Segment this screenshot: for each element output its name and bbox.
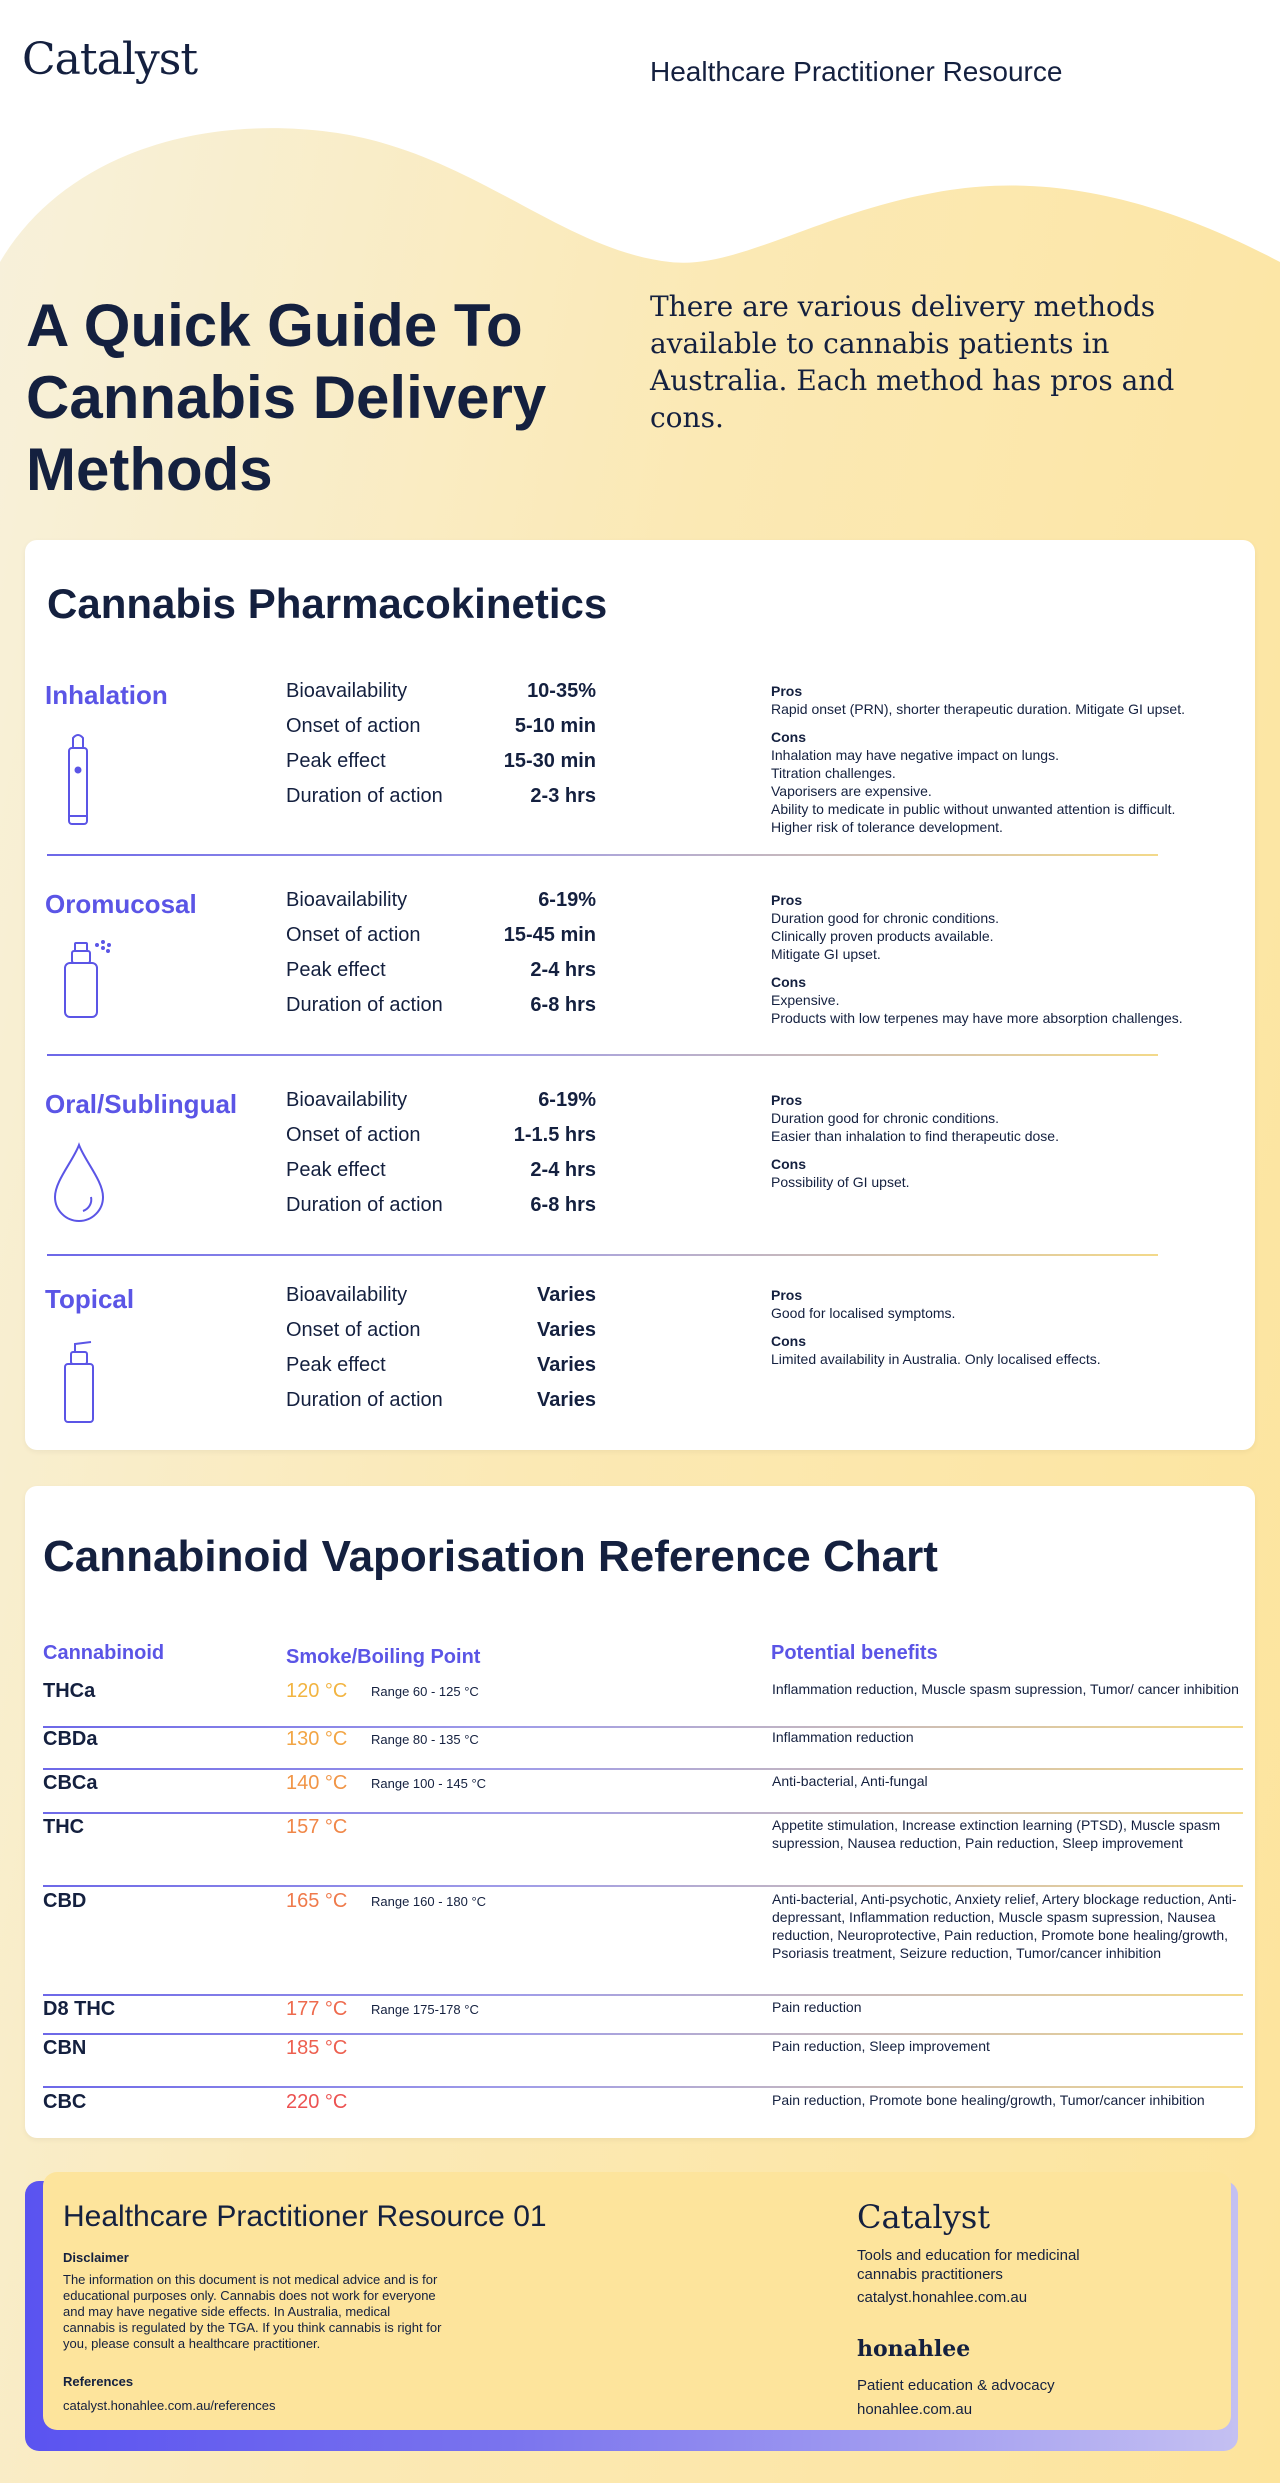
footer-catalyst-logo[interactable]: Catalyst bbox=[857, 2198, 991, 2236]
metric-value: 2-4 hrs bbox=[530, 959, 596, 981]
divider bbox=[47, 854, 1158, 856]
potential-benefits: Pain reduction, Promote bone healing/growth, Tumor/cancer inhibition bbox=[772, 2092, 1205, 2108]
pros-heading: Pros bbox=[771, 683, 803, 699]
disclaimer-text: The information on this document is not medical advice and is for educational purposes only. Cannabis does not work for everyone and may have negative side effects. In Australia, medical cannabis is regulated by the TGA. If you think cannabis is right for you, please consult a healthcare practitioner. bbox=[63, 2272, 442, 2351]
metric-label: Onset of action bbox=[286, 1319, 421, 1341]
pros-heading: Pros bbox=[771, 1287, 803, 1303]
metric-value: 6-8 hrs bbox=[530, 994, 596, 1016]
references-heading: References bbox=[63, 2374, 134, 2389]
col-header-cannabinoid: Cannabinoid bbox=[43, 1642, 165, 1664]
metric-value: 6-8 hrs bbox=[530, 1194, 596, 1216]
potential-benefits: Pain reduction bbox=[772, 1999, 862, 2015]
cannabinoid-name: CBDa bbox=[43, 1728, 98, 1750]
metric-value: 15-30 min bbox=[503, 750, 596, 772]
con-item: Titration challenges. bbox=[771, 765, 896, 781]
boiling-point: 220 °C bbox=[286, 2091, 348, 2113]
con-item: Inhalation may have negative impact on lungs. bbox=[771, 747, 1059, 763]
row-divider bbox=[43, 1885, 1243, 1887]
row-divider bbox=[43, 2086, 1243, 2088]
metric-row bbox=[286, 924, 596, 959]
boiling-point: 157 °C bbox=[286, 1816, 348, 1838]
pros-cons bbox=[771, 682, 1241, 846]
pros-cons bbox=[771, 1286, 1241, 1378]
cons-heading: Cons bbox=[771, 1156, 806, 1172]
metric-row bbox=[286, 1389, 596, 1424]
honahlee-tagline: Patient education & advocacy bbox=[857, 2377, 1055, 2394]
col-header-boiling-point: Smoke/Boiling Point bbox=[286, 1646, 481, 1668]
row-divider bbox=[43, 1994, 1243, 1996]
con-item: Products with low terpenes may have more absorption challenges. bbox=[771, 1010, 1183, 1026]
pro-item: Good for localised symptoms. bbox=[771, 1305, 956, 1321]
metric-row bbox=[286, 750, 596, 785]
metric-value: Varies bbox=[537, 1284, 596, 1306]
metric-value: 2-4 hrs bbox=[530, 1159, 596, 1181]
metrics-list bbox=[286, 889, 596, 1029]
metric-value: 5-10 min bbox=[514, 715, 596, 737]
pro-item: Clinically proven products available. bbox=[771, 928, 994, 944]
metric-label: Onset of action bbox=[286, 1124, 421, 1146]
temperature-range: Range 100 - 145 °C bbox=[371, 1776, 487, 1791]
vaporisation-title: Cannabinoid Vaporisation Reference Chart bbox=[43, 1532, 938, 1581]
potential-benefits: Pain reduction, Sleep improvement bbox=[772, 2038, 990, 2054]
temperature-range: Range 80 - 135 °C bbox=[371, 1732, 479, 1747]
metric-label: Peak effect bbox=[286, 1354, 386, 1376]
references-link[interactable]: catalyst.honahlee.com.au/references bbox=[63, 2398, 276, 2413]
method-name: Oral/Sublingual bbox=[45, 1089, 238, 1119]
divider bbox=[47, 1054, 1158, 1056]
method-name: Topical bbox=[45, 1284, 135, 1314]
divider bbox=[47, 1254, 1158, 1256]
metric-row bbox=[286, 959, 596, 994]
metric-value: Varies bbox=[537, 1389, 596, 1411]
cons-heading: Cons bbox=[771, 974, 806, 990]
pro-item: Duration good for chronic conditions. bbox=[771, 910, 1000, 926]
metric-label: Peak effect bbox=[286, 1159, 386, 1181]
metric-label: Bioavailability bbox=[286, 1089, 408, 1111]
con-item: Higher risk of tolerance development. bbox=[771, 819, 1003, 835]
cannabinoid-name: CBC bbox=[43, 2091, 87, 2113]
metric-value: 1-1.5 hrs bbox=[513, 1124, 596, 1146]
header-resource-label: Healthcare Practitioner Resource bbox=[650, 56, 1063, 87]
metric-row bbox=[286, 1159, 596, 1194]
metric-row bbox=[286, 785, 596, 820]
metric-value: 2-3 hrs bbox=[530, 785, 596, 807]
metric-row bbox=[286, 994, 596, 1029]
metric-row bbox=[286, 1319, 596, 1354]
col-header-benefits: Potential benefits bbox=[771, 1642, 938, 1664]
metric-label: Duration of action bbox=[286, 1389, 443, 1411]
droplet-icon bbox=[51, 1141, 107, 1230]
metric-label: Duration of action bbox=[286, 994, 443, 1016]
temperature-range: Range 160 - 180 °C bbox=[371, 1894, 487, 1909]
potential-benefits: Inflammation reduction bbox=[772, 1729, 914, 1745]
potential-benefits: Anti-bacterial, Anti-fungal bbox=[772, 1773, 928, 1789]
con-item: Limited availability in Australia. Only localised effects. bbox=[771, 1351, 1101, 1367]
metric-row bbox=[286, 1194, 596, 1229]
row-divider bbox=[43, 2033, 1243, 2035]
potential-benefits: Appetite stimulation, Increase extinction learning (PTSD), Muscle spasm supression, Nausea reduction, Pain reduction, Sleep improvement bbox=[772, 1817, 1221, 1851]
cons-heading: Cons bbox=[771, 1333, 806, 1349]
metric-label: Duration of action bbox=[286, 1194, 443, 1216]
honahlee-logo[interactable]: honahlee bbox=[857, 2336, 971, 2362]
metric-label: Bioavailability bbox=[286, 1284, 408, 1306]
boiling-point: 130 °C bbox=[286, 1728, 348, 1750]
pro-item: Easier than inhalation to find therapeutic dose. bbox=[771, 1128, 1059, 1144]
metric-value: 6-19% bbox=[538, 1089, 596, 1111]
cannabinoid-name: THCa bbox=[43, 1680, 96, 1702]
footer-title: Healthcare Practitioner Resource 01 bbox=[63, 2200, 547, 2233]
pros-heading: Pros bbox=[771, 1092, 803, 1108]
metric-row bbox=[286, 680, 596, 715]
row-divider bbox=[43, 1812, 1243, 1814]
catalyst-url[interactable]: catalyst.honahlee.com.au bbox=[857, 2289, 1028, 2306]
cannabinoid-name: CBCa bbox=[43, 1772, 98, 1794]
con-item: Vaporisers are expensive. bbox=[771, 783, 932, 799]
pro-item: Rapid onset (PRN), shorter therapeutic duration. Mitigate GI upset. bbox=[771, 701, 1185, 717]
pros-heading: Pros bbox=[771, 892, 803, 908]
spray-bottle-icon bbox=[61, 939, 113, 1024]
method-name: Inhalation bbox=[45, 680, 168, 710]
metric-row bbox=[286, 1124, 596, 1159]
temperature-range: Range 175-178 °C bbox=[371, 2002, 479, 2017]
catalyst-tagline: Tools and education for medicinal cannabis practitioners bbox=[857, 2247, 1080, 2283]
metric-row bbox=[286, 1354, 596, 1389]
page-title: A Quick Guide To Cannabis Delivery Methods bbox=[26, 292, 547, 503]
cons-heading: Cons bbox=[771, 729, 806, 745]
pros-cons bbox=[771, 891, 1241, 1037]
potential-benefits: Inflammation reduction, Muscle spasm supression, Tumor/ cancer inhibition bbox=[772, 1681, 1239, 1697]
boiling-point: 120 °C bbox=[286, 1680, 348, 1702]
catalyst-logo[interactable]: Catalyst bbox=[22, 34, 198, 85]
disclaimer-heading: Disclaimer bbox=[63, 2250, 129, 2265]
metric-value: 6-19% bbox=[538, 889, 596, 911]
temperature-range: Range 60 - 125 °C bbox=[371, 1684, 479, 1699]
metrics-list bbox=[286, 1089, 596, 1229]
con-item: Ability to medicate in public without unwanted attention is difficult. bbox=[771, 801, 1176, 817]
metric-value: Varies bbox=[537, 1354, 596, 1376]
potential-benefits: Anti-bacterial, Anti-psychotic, Anxiety relief, Artery blockage reduction, Anti-depressant, Inflammation reduction, Muscle spasm supression, Nausea reduction, Neuroprotective, Pain reduction, Promote bone healing/growth, Psoriasis treatment, Seizure reduction, Tumor/cancer inhibition bbox=[772, 1891, 1237, 1961]
boiling-point: 185 °C bbox=[286, 2037, 348, 2059]
metrics-list bbox=[286, 680, 596, 820]
pharmacokinetics-card bbox=[25, 540, 1255, 1450]
metric-value: 15-45 min bbox=[503, 924, 596, 946]
metrics-list bbox=[286, 1284, 596, 1424]
metric-row bbox=[286, 1089, 596, 1124]
metric-label: Duration of action bbox=[286, 785, 443, 807]
row-divider bbox=[43, 1726, 1243, 1728]
con-item: Expensive. bbox=[771, 992, 840, 1008]
cannabinoid-name: D8 THC bbox=[43, 1998, 116, 2020]
hero-description: There are various delivery methods available to cannabis patients in Australia. Each method has pros and cons. bbox=[650, 290, 1175, 434]
method-name: Oromucosal bbox=[45, 889, 197, 919]
metric-label: Peak effect bbox=[286, 959, 386, 981]
metric-row bbox=[286, 889, 596, 924]
footer bbox=[43, 2172, 1231, 2430]
con-item: Possibility of GI upset. bbox=[771, 1174, 910, 1190]
pump-bottle-icon bbox=[61, 1338, 97, 1429]
metric-label: Bioavailability bbox=[286, 680, 408, 702]
honahlee-url[interactable]: honahlee.com.au bbox=[857, 2401, 973, 2418]
boiling-point: 177 °C bbox=[286, 1998, 348, 2020]
boiling-point: 140 °C bbox=[286, 1772, 348, 1794]
metric-value: 10-35% bbox=[527, 680, 596, 702]
vape-pen-icon bbox=[65, 732, 91, 833]
cannabinoid-name: CBD bbox=[43, 1890, 87, 1912]
metric-label: Onset of action bbox=[286, 715, 421, 737]
metric-row bbox=[286, 1284, 596, 1319]
pharmacokinetics-title: Cannabis Pharmacokinetics bbox=[47, 580, 608, 627]
metric-row bbox=[286, 715, 596, 750]
pro-item: Mitigate GI upset. bbox=[771, 946, 881, 962]
cannabinoid-name: CBN bbox=[43, 2037, 87, 2059]
row-divider bbox=[43, 1768, 1243, 1770]
metric-value: Varies bbox=[537, 1319, 596, 1341]
cannabinoid-name: THC bbox=[43, 1816, 85, 1838]
pros-cons bbox=[771, 1091, 1241, 1201]
vaporisation-card bbox=[25, 1486, 1255, 2138]
metric-label: Onset of action bbox=[286, 924, 421, 946]
pro-item: Duration good for chronic conditions. bbox=[771, 1110, 1000, 1126]
boiling-point: 165 °C bbox=[286, 1890, 348, 1912]
metric-label: Bioavailability bbox=[286, 889, 408, 911]
metric-label: Peak effect bbox=[286, 750, 386, 772]
